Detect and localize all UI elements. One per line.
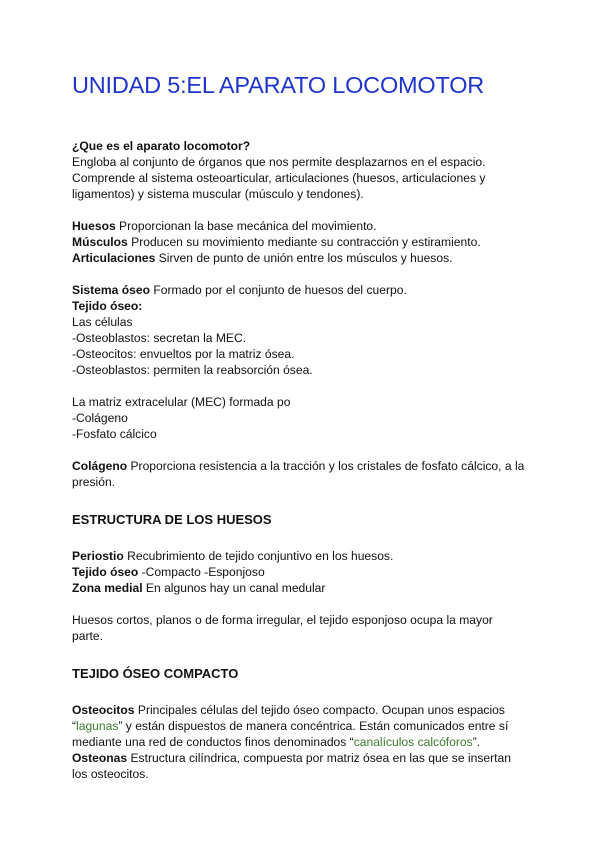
colageno-line: Colágeno Proporciona resistencia a la tracción y los cristales de fosfato cálcico, a la (72, 459, 525, 473)
estructura-tejido: Tejido óseo -Compacto -Esponjoso (72, 565, 265, 579)
osteocitos-line: mediante una red de conductos finos denominados “canalículos calcóforos”. (72, 735, 481, 749)
estructura-note: Huesos cortos, planos o de forma irregular, el tejido esponjoso ocupa la mayor (72, 613, 493, 627)
estructura-periostio: Periostio Recubrimiento de tejido conjuntivo en los huesos. (72, 549, 394, 563)
section-heading-compacto: TEJIDO ÓSEO COMPACTO (72, 666, 239, 681)
matriz-item: -Colágeno (72, 411, 128, 425)
estructura-note: parte. (72, 629, 103, 643)
tejido-oseo-heading: Tejido óseo: (72, 299, 143, 313)
estructura-zona-medial: Zona medial En algunos hay un canal medular (72, 581, 326, 595)
matriz-label: La matriz extracelular (MEC) formada po (72, 395, 291, 409)
cells-label: Las células (72, 315, 133, 329)
component-articulaciones: Articulaciones Sirven de punto de unión entre los músculos y huesos. (72, 251, 453, 265)
cell-item: -Osteoblastos: permiten la reabsorción ósea. (72, 363, 313, 377)
osteocitos-line: Osteocitos Principales células del tejido óseo compacto. Ocupan unos espacios (72, 703, 505, 717)
sistema-oseo: Sistema óseo Formado por el conjunto de huesos del cuerpo. (72, 283, 407, 297)
page-title: UNIDAD 5:EL APARATO LOCOMOTOR (72, 72, 485, 98)
osteonas-line: Osteonas Estructura cilíndrica, compuesta por matriz ósea en las que se insertan (72, 751, 511, 765)
cell-item: -Osteocitos: envueltos por la matriz ósea. (72, 347, 295, 361)
section-heading-estructura: ESTRUCTURA DE LOS HUESOS (72, 512, 272, 527)
document-body (72, 138, 540, 782)
intro-line: Comprende al sistema osteoarticular, articulaciones (huesos, articulaciones y (72, 171, 486, 185)
colageno-line: presión. (72, 475, 116, 489)
matriz-item: -Fosfato cálcico (72, 427, 157, 441)
term-lagunas: lagunas (76, 719, 119, 733)
intro-line: Engloba al conjunto de órganos que nos permite desplazarnos en el espacio. (72, 155, 486, 169)
intro-line: ligamentos) y sistema muscular (músculo y tendones). (72, 187, 364, 201)
term-canaliculos: canalículos calcóforos (353, 735, 473, 749)
cell-item: -Osteoblastos: secretan la MEC. (72, 331, 247, 345)
component-huesos: Huesos Proporcionan la base mecánica del movimiento. (72, 219, 377, 233)
intro-question: ¿Que es el aparato locomotor? (72, 139, 251, 153)
component-musculos: Músculos Producen su movimiento mediante su contracción y estiramiento. (72, 235, 481, 249)
osteonas-line: los osteocitos. (72, 767, 149, 781)
osteocitos-line: “lagunas” y están dispuestos de manera concéntrica. Están comunicados entre sí (72, 719, 509, 733)
